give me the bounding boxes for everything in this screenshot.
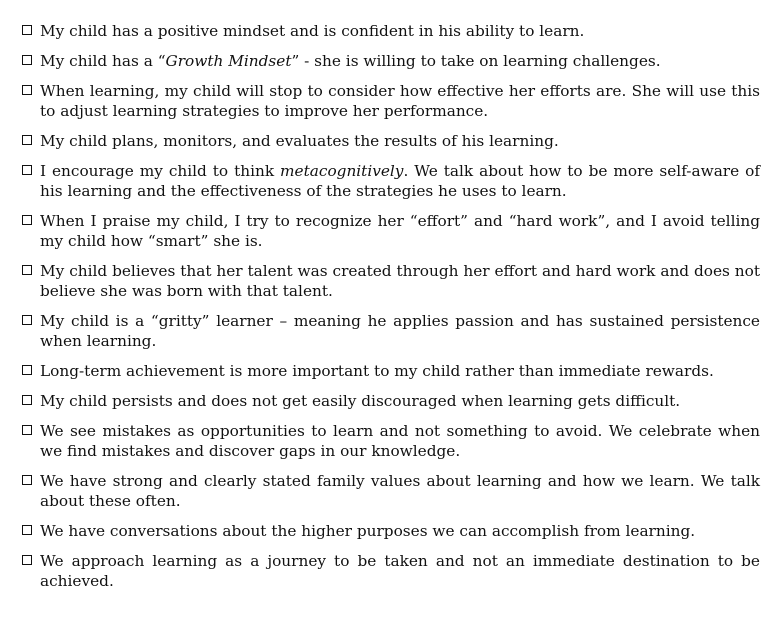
- checkbox-icon[interactable]: [22, 395, 32, 405]
- text-run: My child has a positive mindset and is confident in his ability to learn.: [40, 22, 585, 40]
- checklist-item-text: [40, 311, 760, 351]
- text-run: We approach learning as a journey to be taken and not an immediate destination to be achieved.: [40, 552, 760, 590]
- checklist-item: [22, 81, 760, 121]
- checklist-item-text: [40, 81, 760, 121]
- checkbox-icon[interactable]: [22, 425, 32, 435]
- checklist-item: [22, 421, 760, 461]
- text-run: We have conversations about the higher purposes we can accomplish from learning.: [40, 522, 696, 540]
- text-run: When learning, my child will stop to consider how effective her efforts are. She will use this to adjust learning strategies to improve her performance.: [40, 82, 760, 120]
- checklist-item-text: [40, 361, 760, 381]
- checklist-item-text: [40, 131, 760, 151]
- text-run: My child persists and does not get easily discouraged when learning gets difficult.: [40, 392, 681, 410]
- checklist-item: [22, 21, 760, 41]
- checklist-item-text: [40, 161, 760, 201]
- checklist-item: [22, 211, 760, 251]
- checklist-item: [22, 131, 760, 151]
- checkbox-icon[interactable]: [22, 165, 32, 175]
- checkbox-icon[interactable]: [22, 315, 32, 325]
- checklist-item: [22, 521, 760, 541]
- checklist-item-text: [40, 521, 760, 541]
- checklist-item: [22, 391, 760, 411]
- emphasized-term: metacognitively: [280, 162, 404, 180]
- text-run: Long-term achievement is more important to my child rather than immediate rewards.: [40, 362, 714, 380]
- checklist-item-text: [40, 21, 760, 41]
- checklist-item: [22, 161, 760, 201]
- checklist-item-text: [40, 421, 760, 461]
- checkbox-icon[interactable]: [22, 265, 32, 275]
- checkbox-icon[interactable]: [22, 215, 32, 225]
- checklist-item-text: [40, 391, 760, 411]
- checkbox-icon[interactable]: [22, 365, 32, 375]
- checklist-item-text: [40, 51, 760, 71]
- checkbox-icon[interactable]: [22, 525, 32, 535]
- checkbox-icon[interactable]: [22, 555, 32, 565]
- checkbox-icon[interactable]: [22, 475, 32, 485]
- checklist-item: [22, 51, 760, 71]
- checklist-item-text: [40, 551, 760, 591]
- text-run: My child plans, monitors, and evaluates the results of his learning.: [40, 132, 559, 150]
- checklist-item-text: [40, 261, 760, 301]
- checklist-item: [22, 361, 760, 381]
- checklist-item: [22, 261, 760, 301]
- text-run: . We talk about how to be more self-aware of his learning and the effectiveness of the strategies he uses to learn.: [40, 162, 760, 200]
- parent-checklist: [22, 21, 760, 601]
- checklist-item: [22, 551, 760, 591]
- text-run: My child has a “: [40, 52, 166, 70]
- text-run: My child is a “gritty” learner – meaning he applies passion and has sustained persistence when learning.: [40, 312, 760, 350]
- text-run: I encourage my child to think: [40, 162, 281, 180]
- checklist-item: [22, 311, 760, 351]
- text-run: ” - she is willing to take on learning challenges.: [291, 52, 661, 70]
- text-run: When I praise my child, I try to recognize her “effort” and “hard work”, and I avoid telling my child how “smart” she is.: [40, 212, 760, 250]
- text-run: My child believes that her talent was created through her effort and hard work and does not believe she was born with that talent.: [40, 262, 760, 300]
- text-run: We have strong and clearly stated family values about learning and how we learn. We talk about these often.: [40, 472, 760, 510]
- emphasized-term: Growth Mindset: [165, 52, 292, 70]
- checkbox-icon[interactable]: [22, 25, 32, 35]
- checklist-item: [22, 471, 760, 511]
- checklist-item-text: [40, 471, 760, 511]
- checkbox-icon[interactable]: [22, 55, 32, 65]
- checkbox-icon[interactable]: [22, 135, 32, 145]
- text-run: We see mistakes as opportunities to learn and not something to avoid. We celebrate when we find mistakes and discover gaps in our knowledge.: [40, 422, 760, 460]
- checklist-item-text: [40, 211, 760, 251]
- checkbox-icon[interactable]: [22, 85, 32, 95]
